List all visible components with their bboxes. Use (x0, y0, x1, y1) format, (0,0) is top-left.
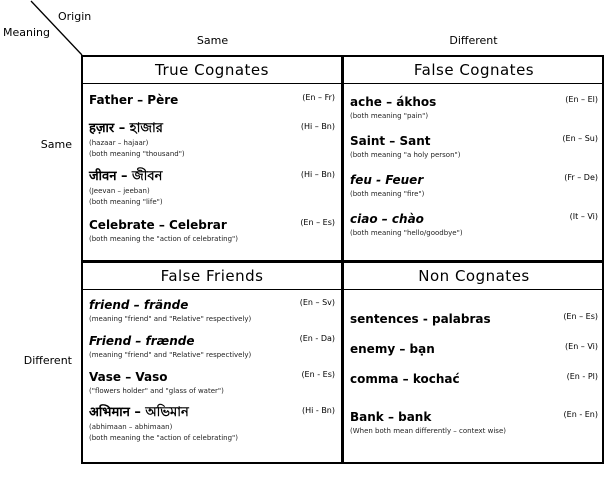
word-pair-entry (89, 404, 337, 444)
language-codes: (En – Es) (300, 218, 335, 227)
word-pair: हज़ार – হাজার (89, 121, 163, 136)
quadrant-false-cognates (344, 57, 604, 263)
word-pair-entry (350, 93, 600, 122)
meaning-note: (both meaning "fire") (350, 190, 425, 198)
word-pair-entry (89, 332, 337, 361)
language-codes: (En - Pl) (566, 372, 598, 381)
language-codes: (En - En) (563, 410, 598, 419)
column-header-same-origin: Same (196, 34, 229, 47)
word-pair: sentences - palabras (350, 312, 491, 326)
word-pair-entry (350, 408, 600, 437)
word-pair: ache – ákhos (350, 95, 437, 109)
word-pair: Vase – Vaso (89, 370, 168, 384)
word-pair-entry (350, 210, 600, 239)
word-pair: जीवन – জীবন (89, 169, 163, 184)
meaning-note: (both meaning "hello/goodbye") (350, 229, 463, 237)
word-pair-entry (89, 91, 337, 109)
word-pair-entry (89, 168, 337, 208)
meaning-note: (both meaning "a holy person") (350, 151, 461, 159)
origin-axis-label: Origin (58, 10, 92, 23)
quadrant-non-cognates (344, 263, 604, 462)
quadrant-title: False Cognates (344, 57, 604, 84)
column-header-different-origin: Different (449, 34, 498, 47)
quadrant-true-cognates (83, 57, 344, 263)
row-header-same-meaning: Same (40, 138, 72, 151)
cognates-matrix (81, 55, 604, 464)
language-codes: (En – Vi) (565, 342, 598, 351)
transliteration-note: (abhimaan – abhimaan) (89, 423, 173, 431)
word-pair-entry (89, 120, 337, 160)
language-codes: (En – Sv) (299, 298, 335, 307)
word-pair: friend – frände (89, 298, 189, 312)
quadrant-false-friends (83, 263, 344, 462)
word-pair-entry (350, 171, 600, 200)
word-pair-entry (350, 310, 600, 328)
language-codes: (En - Es) (301, 370, 335, 379)
meaning-note: (meaning "friend" and "Relative" respectively) (89, 351, 252, 359)
language-codes: (En – Fr) (302, 93, 335, 102)
meaning-note: (meaning "friend" and "Relative" respectively) (89, 315, 252, 323)
meaning-note: (both meaning "pain") (350, 112, 429, 120)
meaning-note: (When both mean differently – context wise) (350, 427, 506, 435)
language-codes: (Fr – De) (564, 173, 598, 182)
meaning-note: (both meaning "life") (89, 198, 163, 206)
language-codes: (En - Da) (299, 334, 335, 343)
word-pair-entry (350, 132, 600, 161)
meaning-note: (both meaning "thousand") (89, 150, 185, 158)
quadrant-title: True Cognates (83, 57, 341, 84)
word-pair: comma – kochać (350, 372, 460, 386)
word-pair: Saint – Sant (350, 134, 431, 148)
quadrant-title: False Friends (83, 263, 341, 290)
transliteration-note: (hazaar – hajaar) (89, 139, 149, 147)
transliteration-note: (Jeevan – jeeban) (89, 187, 150, 195)
language-codes: (En – El) (565, 95, 598, 104)
word-pair-entry (350, 340, 600, 358)
meaning-axis-label: Meaning (3, 26, 50, 39)
word-pair: Bank – bank (350, 410, 432, 424)
word-pair: feu - Feuer (350, 173, 424, 187)
word-pair: Father – Père (89, 93, 179, 107)
language-codes: (Hi – Bn) (300, 122, 335, 131)
language-codes: (Hi – Bn) (300, 170, 335, 179)
word-pair-entry (89, 216, 337, 245)
word-pair: Celebrate – Celebrar (89, 218, 227, 232)
meaning-note: (both meaning the "action of celebrating") (89, 235, 238, 243)
word-pair: Friend – frænde (89, 334, 195, 348)
word-pair: अभिमान – অভিমান (89, 405, 189, 420)
word-pair-entry (350, 370, 600, 388)
word-pair: enemy – bạn (350, 342, 435, 356)
word-pair-entry (89, 368, 337, 397)
meaning-note: (both meaning the "action of celebrating") (89, 434, 238, 442)
meaning-note: ("flowers holder" and "glass of water") (89, 387, 224, 395)
language-codes: (En – Es) (563, 312, 598, 321)
language-codes: (Hi - Bn) (301, 406, 335, 415)
word-pair-entry (89, 296, 337, 325)
language-codes: (En – Su) (562, 134, 598, 143)
row-header-different-meaning: Different (23, 354, 72, 367)
word-pair: ciao – chào (350, 212, 424, 226)
quadrant-title: Non Cognates (344, 263, 604, 290)
language-codes: (It – Vi) (569, 212, 598, 221)
